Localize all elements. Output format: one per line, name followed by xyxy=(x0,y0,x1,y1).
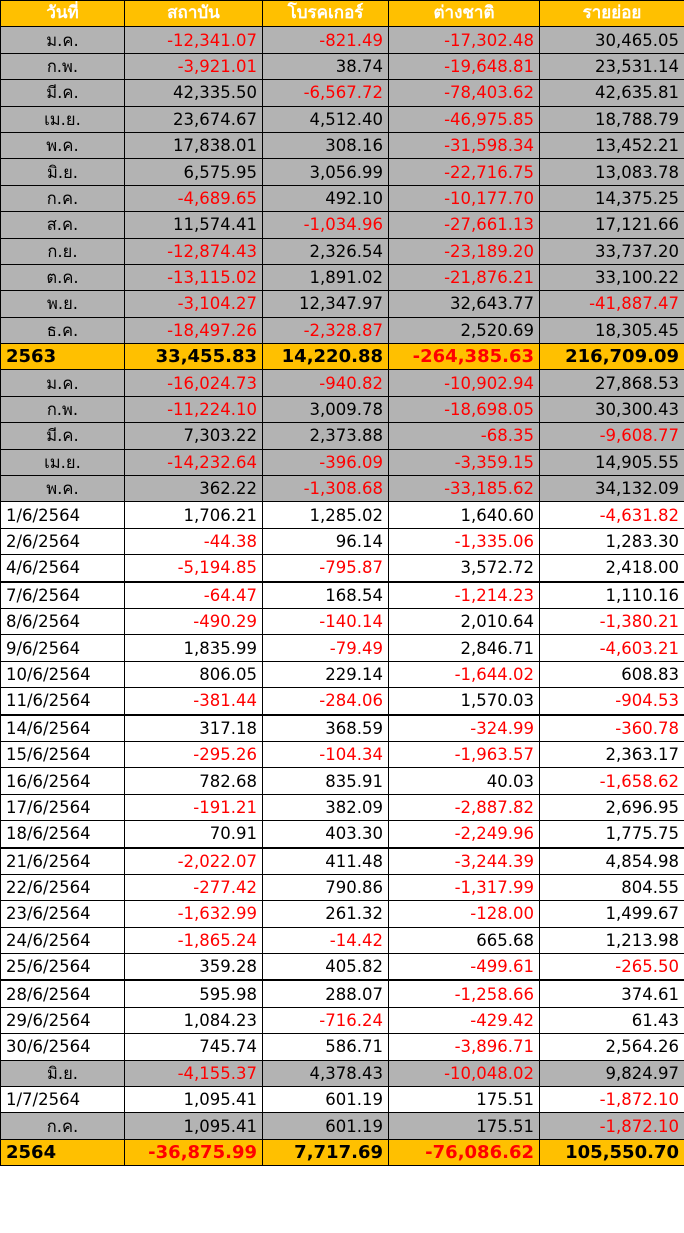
cell-retail: 13,452.21 xyxy=(540,132,684,158)
day-row xyxy=(1,528,684,554)
cell-broker: 1,285.02 xyxy=(263,502,389,528)
cell-broker: -14.42 xyxy=(263,927,389,953)
cell-foreign: 2,846.71 xyxy=(389,635,540,661)
cell-retail: 23,531.14 xyxy=(540,53,684,79)
row-label: 10/6/2564 xyxy=(1,661,125,687)
row-label: 24/6/2564 xyxy=(1,927,125,953)
row-label: ก.พ. xyxy=(1,53,125,79)
row-label: พ.ย. xyxy=(1,291,125,317)
row-label: เม.ย. xyxy=(1,449,125,475)
day-row xyxy=(1,768,684,794)
day-row xyxy=(1,874,684,900)
cell-broker: -940.82 xyxy=(263,370,389,396)
row-label: ก.ค. xyxy=(1,185,125,211)
day-row xyxy=(1,1087,684,1113)
cell-retail: -265.50 xyxy=(540,954,684,981)
month-row xyxy=(1,132,684,158)
cell-foreign: 3,572.72 xyxy=(389,555,540,582)
row-label: 22/6/2564 xyxy=(1,874,125,900)
cell-retail: 33,737.20 xyxy=(540,238,684,264)
month-row xyxy=(1,53,684,79)
row-label: 17/6/2564 xyxy=(1,794,125,820)
day-row xyxy=(1,901,684,927)
year-total-row xyxy=(1,1139,684,1165)
cell-broker: -1,034.96 xyxy=(263,212,389,238)
cell-institution: 1,095.41 xyxy=(125,1113,263,1139)
row-label: 30/6/2564 xyxy=(1,1034,125,1060)
cell-retail: 18,788.79 xyxy=(540,106,684,132)
cell-broker: -140.14 xyxy=(263,608,389,634)
cell-broker: 368.59 xyxy=(263,715,389,742)
cell-retail: 30,300.43 xyxy=(540,396,684,422)
header-retail: รายย่อย xyxy=(540,1,684,27)
cell-institution: 1,084.23 xyxy=(125,1007,263,1033)
cell-foreign: -1,214.23 xyxy=(389,582,540,609)
cell-retail: 17,121.66 xyxy=(540,212,684,238)
cell-retail: 34,132.09 xyxy=(540,476,684,502)
cell-foreign: -3,359.15 xyxy=(389,449,540,475)
day-row xyxy=(1,927,684,953)
row-label: 9/6/2564 xyxy=(1,635,125,661)
cell-foreign: -128.00 xyxy=(389,901,540,927)
cell-institution: -44.38 xyxy=(125,528,263,554)
row-label: ส.ค. xyxy=(1,212,125,238)
cell-broker: 3,056.99 xyxy=(263,159,389,185)
cell-institution: 1,706.21 xyxy=(125,502,263,528)
cell-broker: 308.16 xyxy=(263,132,389,158)
cell-retail: 2,564.26 xyxy=(540,1034,684,1060)
row-label: 25/6/2564 xyxy=(1,954,125,981)
cell-institution: 6,575.95 xyxy=(125,159,263,185)
cell-retail: 2,363.17 xyxy=(540,741,684,767)
cell-foreign: 665.68 xyxy=(389,927,540,953)
cell-foreign: -17,302.48 xyxy=(389,27,540,53)
cell-broker: 12,347.97 xyxy=(263,291,389,317)
cell-broker: 835.91 xyxy=(263,768,389,794)
cell-broker: 4,378.43 xyxy=(263,1060,389,1086)
cell-institution: -12,874.43 xyxy=(125,238,263,264)
row-label: 1/6/2564 xyxy=(1,502,125,528)
month-row xyxy=(1,1113,684,1139)
cell-retail: -41,887.47 xyxy=(540,291,684,317)
month-row xyxy=(1,238,684,264)
cell-foreign: -1,963.57 xyxy=(389,741,540,767)
row-label: 16/6/2564 xyxy=(1,768,125,794)
cell-retail: 1,213.98 xyxy=(540,927,684,953)
cell-institution: 362.22 xyxy=(125,476,263,502)
cell-retail: 216,709.09 xyxy=(540,344,684,370)
cell-broker: 411.48 xyxy=(263,848,389,875)
cell-foreign: -10,048.02 xyxy=(389,1060,540,1086)
cell-broker: -284.06 xyxy=(263,688,389,715)
row-label: 23/6/2564 xyxy=(1,901,125,927)
cell-broker: 601.19 xyxy=(263,1087,389,1113)
row-label: 2/6/2564 xyxy=(1,528,125,554)
cell-retail: 804.55 xyxy=(540,874,684,900)
cell-institution: 1,095.41 xyxy=(125,1087,263,1113)
cell-retail: -9,608.77 xyxy=(540,423,684,449)
cell-broker: 403.30 xyxy=(263,821,389,848)
cell-foreign: 2,010.64 xyxy=(389,608,540,634)
cell-broker: 586.71 xyxy=(263,1034,389,1060)
cell-institution: 782.68 xyxy=(125,768,263,794)
row-label: ก.ย. xyxy=(1,238,125,264)
row-label: 7/6/2564 xyxy=(1,582,125,609)
row-label: มี.ค. xyxy=(1,80,125,106)
cell-institution: -64.47 xyxy=(125,582,263,609)
cell-retail: 9,824.97 xyxy=(540,1060,684,1086)
table-body xyxy=(1,27,684,1166)
cell-broker: 168.54 xyxy=(263,582,389,609)
day-row xyxy=(1,741,684,767)
cell-retail: -904.53 xyxy=(540,688,684,715)
row-label: 14/6/2564 xyxy=(1,715,125,742)
month-row xyxy=(1,317,684,343)
cell-foreign: -499.61 xyxy=(389,954,540,981)
day-row xyxy=(1,502,684,528)
cell-foreign: 175.51 xyxy=(389,1087,540,1113)
cell-institution: -13,115.02 xyxy=(125,264,263,290)
cell-retail: 27,868.53 xyxy=(540,370,684,396)
cell-retail: 2,696.95 xyxy=(540,794,684,820)
row-label: ต.ค. xyxy=(1,264,125,290)
cell-institution: -12,341.07 xyxy=(125,27,263,53)
row-label: 15/6/2564 xyxy=(1,741,125,767)
month-row xyxy=(1,1060,684,1086)
day-row xyxy=(1,715,684,742)
cell-broker: 38.74 xyxy=(263,53,389,79)
cell-foreign: 2,520.69 xyxy=(389,317,540,343)
cell-broker: 790.86 xyxy=(263,874,389,900)
row-label: ก.พ. xyxy=(1,396,125,422)
cell-retail: 2,418.00 xyxy=(540,555,684,582)
month-row xyxy=(1,449,684,475)
cell-broker: 229.14 xyxy=(263,661,389,687)
cell-institution: -1,865.24 xyxy=(125,927,263,953)
cell-retail: 14,375.25 xyxy=(540,185,684,211)
cell-institution: 70.91 xyxy=(125,821,263,848)
cell-institution: -3,104.27 xyxy=(125,291,263,317)
month-row xyxy=(1,396,684,422)
cell-foreign: -1,335.06 xyxy=(389,528,540,554)
cell-institution: 806.05 xyxy=(125,661,263,687)
day-row xyxy=(1,1034,684,1060)
cell-retail: 1,499.67 xyxy=(540,901,684,927)
cell-foreign: -3,244.39 xyxy=(389,848,540,875)
row-label: ม.ค. xyxy=(1,27,125,53)
row-label: พ.ค. xyxy=(1,132,125,158)
cell-institution: -490.29 xyxy=(125,608,263,634)
cell-retail: 18,305.45 xyxy=(540,317,684,343)
cell-institution: -191.21 xyxy=(125,794,263,820)
cell-foreign: -27,661.13 xyxy=(389,212,540,238)
cell-foreign: 32,643.77 xyxy=(389,291,540,317)
cell-institution: -4,155.37 xyxy=(125,1060,263,1086)
day-row xyxy=(1,954,684,981)
day-row xyxy=(1,848,684,875)
month-row xyxy=(1,423,684,449)
cell-retail: -360.78 xyxy=(540,715,684,742)
cell-institution: 317.18 xyxy=(125,715,263,742)
cell-retail: -1,872.10 xyxy=(540,1087,684,1113)
cell-institution: 359.28 xyxy=(125,954,263,981)
cell-foreign: 175.51 xyxy=(389,1113,540,1139)
cell-foreign: -2,887.82 xyxy=(389,794,540,820)
cell-institution: -36,875.99 xyxy=(125,1139,263,1165)
cell-retail: 42,635.81 xyxy=(540,80,684,106)
row-label: ม.ค. xyxy=(1,370,125,396)
row-label: ก.ค. xyxy=(1,1113,125,1139)
cell-broker: 1,891.02 xyxy=(263,264,389,290)
cell-foreign: 40.03 xyxy=(389,768,540,794)
year-total-row xyxy=(1,344,684,370)
cell-retail: 608.83 xyxy=(540,661,684,687)
day-row xyxy=(1,794,684,820)
cell-broker: -795.87 xyxy=(263,555,389,582)
day-row xyxy=(1,608,684,634)
cell-retail: 14,905.55 xyxy=(540,449,684,475)
day-row xyxy=(1,635,684,661)
cell-foreign: -1,317.99 xyxy=(389,874,540,900)
month-row xyxy=(1,291,684,317)
cell-broker: 14,220.88 xyxy=(263,344,389,370)
cell-broker: 405.82 xyxy=(263,954,389,981)
day-row xyxy=(1,582,684,609)
cell-foreign: -19,648.81 xyxy=(389,53,540,79)
row-label: 11/6/2564 xyxy=(1,688,125,715)
cell-retail: 30,465.05 xyxy=(540,27,684,53)
row-label: 2564 xyxy=(1,1139,125,1165)
cell-broker: 96.14 xyxy=(263,528,389,554)
cell-broker: 601.19 xyxy=(263,1113,389,1139)
month-row xyxy=(1,106,684,132)
cell-foreign: -10,902.94 xyxy=(389,370,540,396)
day-row xyxy=(1,688,684,715)
cell-foreign: -22,716.75 xyxy=(389,159,540,185)
cell-foreign: -76,086.62 xyxy=(389,1139,540,1165)
cell-foreign: -1,258.66 xyxy=(389,980,540,1007)
header-date: วันที่ xyxy=(1,1,125,27)
cell-foreign: -21,876.21 xyxy=(389,264,540,290)
month-row xyxy=(1,185,684,211)
cell-retail: 374.61 xyxy=(540,980,684,1007)
cell-institution: -5,194.85 xyxy=(125,555,263,582)
row-label: มิ.ย. xyxy=(1,1060,125,1086)
month-row xyxy=(1,212,684,238)
cell-foreign: -31,598.34 xyxy=(389,132,540,158)
cell-broker: -2,328.87 xyxy=(263,317,389,343)
cell-institution: 7,303.22 xyxy=(125,423,263,449)
cell-broker: -716.24 xyxy=(263,1007,389,1033)
cell-foreign: -2,249.96 xyxy=(389,821,540,848)
cell-broker: -1,308.68 xyxy=(263,476,389,502)
cell-institution: -14,232.64 xyxy=(125,449,263,475)
row-label: 1/7/2564 xyxy=(1,1087,125,1113)
row-label: 8/6/2564 xyxy=(1,608,125,634)
cell-foreign: -78,403.62 xyxy=(389,80,540,106)
cell-foreign: 1,570.03 xyxy=(389,688,540,715)
cell-institution: 11,574.41 xyxy=(125,212,263,238)
cell-broker: 382.09 xyxy=(263,794,389,820)
cell-foreign: -18,698.05 xyxy=(389,396,540,422)
cell-institution: 42,335.50 xyxy=(125,80,263,106)
cell-broker: -821.49 xyxy=(263,27,389,53)
cell-retail: -1,380.21 xyxy=(540,608,684,634)
cell-retail: -1,872.10 xyxy=(540,1113,684,1139)
month-row xyxy=(1,80,684,106)
row-label: มี.ค. xyxy=(1,423,125,449)
row-label: 4/6/2564 xyxy=(1,555,125,582)
row-label: ธ.ค. xyxy=(1,317,125,343)
cell-institution: 595.98 xyxy=(125,980,263,1007)
month-row xyxy=(1,264,684,290)
cell-institution: 33,455.83 xyxy=(125,344,263,370)
header-institution: สถาบัน xyxy=(125,1,263,27)
header-row xyxy=(1,1,684,27)
cell-retail: -4,603.21 xyxy=(540,635,684,661)
month-row xyxy=(1,476,684,502)
cell-institution: 23,674.67 xyxy=(125,106,263,132)
cell-retail: 13,083.78 xyxy=(540,159,684,185)
cell-institution: -2,022.07 xyxy=(125,848,263,875)
cell-retail: 1,283.30 xyxy=(540,528,684,554)
cell-broker: 2,326.54 xyxy=(263,238,389,264)
cell-foreign: -264,385.63 xyxy=(389,344,540,370)
cell-retail: 4,854.98 xyxy=(540,848,684,875)
cell-broker: 261.32 xyxy=(263,901,389,927)
cell-broker: 288.07 xyxy=(263,980,389,1007)
month-row xyxy=(1,159,684,185)
cell-foreign: -429.42 xyxy=(389,1007,540,1033)
cell-foreign: -3,896.71 xyxy=(389,1034,540,1060)
cell-retail: 33,100.22 xyxy=(540,264,684,290)
cell-broker: 3,009.78 xyxy=(263,396,389,422)
header-foreign: ต่างชาติ xyxy=(389,1,540,27)
cell-institution: -4,689.65 xyxy=(125,185,263,211)
cell-foreign: -23,189.20 xyxy=(389,238,540,264)
cell-institution: -277.42 xyxy=(125,874,263,900)
row-label: เม.ย. xyxy=(1,106,125,132)
day-row xyxy=(1,555,684,582)
day-row xyxy=(1,821,684,848)
cell-retail: -1,658.62 xyxy=(540,768,684,794)
cell-retail: 1,110.16 xyxy=(540,582,684,609)
row-label: มิ.ย. xyxy=(1,159,125,185)
row-label: 2563 xyxy=(1,344,125,370)
cell-institution: -1,632.99 xyxy=(125,901,263,927)
cell-retail: -4,631.82 xyxy=(540,502,684,528)
day-row xyxy=(1,1007,684,1033)
cell-foreign: -68.35 xyxy=(389,423,540,449)
cell-broker: 4,512.40 xyxy=(263,106,389,132)
header-broker: โบรคเกอร์ xyxy=(263,1,389,27)
day-row xyxy=(1,661,684,687)
cell-institution: -11,224.10 xyxy=(125,396,263,422)
month-row xyxy=(1,370,684,396)
cell-retail: 105,550.70 xyxy=(540,1139,684,1165)
cell-retail: 61.43 xyxy=(540,1007,684,1033)
row-label: 28/6/2564 xyxy=(1,980,125,1007)
month-row xyxy=(1,27,684,53)
row-label: 21/6/2564 xyxy=(1,848,125,875)
cell-retail: 1,775.75 xyxy=(540,821,684,848)
cell-broker: -104.34 xyxy=(263,741,389,767)
row-label: 29/6/2564 xyxy=(1,1007,125,1033)
cell-institution: 17,838.01 xyxy=(125,132,263,158)
cell-institution: 1,835.99 xyxy=(125,635,263,661)
cell-institution: -295.26 xyxy=(125,741,263,767)
cell-foreign: -33,185.62 xyxy=(389,476,540,502)
cell-foreign: -1,644.02 xyxy=(389,661,540,687)
cell-institution: -18,497.26 xyxy=(125,317,263,343)
day-row xyxy=(1,980,684,1007)
cell-broker: -79.49 xyxy=(263,635,389,661)
row-label: 18/6/2564 xyxy=(1,821,125,848)
cell-foreign: -10,177.70 xyxy=(389,185,540,211)
row-label: พ.ค. xyxy=(1,476,125,502)
cell-foreign: -324.99 xyxy=(389,715,540,742)
cell-institution: 745.74 xyxy=(125,1034,263,1060)
cell-broker: -6,567.72 xyxy=(263,80,389,106)
cell-foreign: 1,640.60 xyxy=(389,502,540,528)
cell-institution: -3,921.01 xyxy=(125,53,263,79)
cell-broker: 492.10 xyxy=(263,185,389,211)
cell-foreign: -46,975.85 xyxy=(389,106,540,132)
cell-institution: -16,024.73 xyxy=(125,370,263,396)
cell-broker: -396.09 xyxy=(263,449,389,475)
cell-institution: -381.44 xyxy=(125,688,263,715)
cell-broker: 2,373.88 xyxy=(263,423,389,449)
cell-broker: 7,717.69 xyxy=(263,1139,389,1165)
